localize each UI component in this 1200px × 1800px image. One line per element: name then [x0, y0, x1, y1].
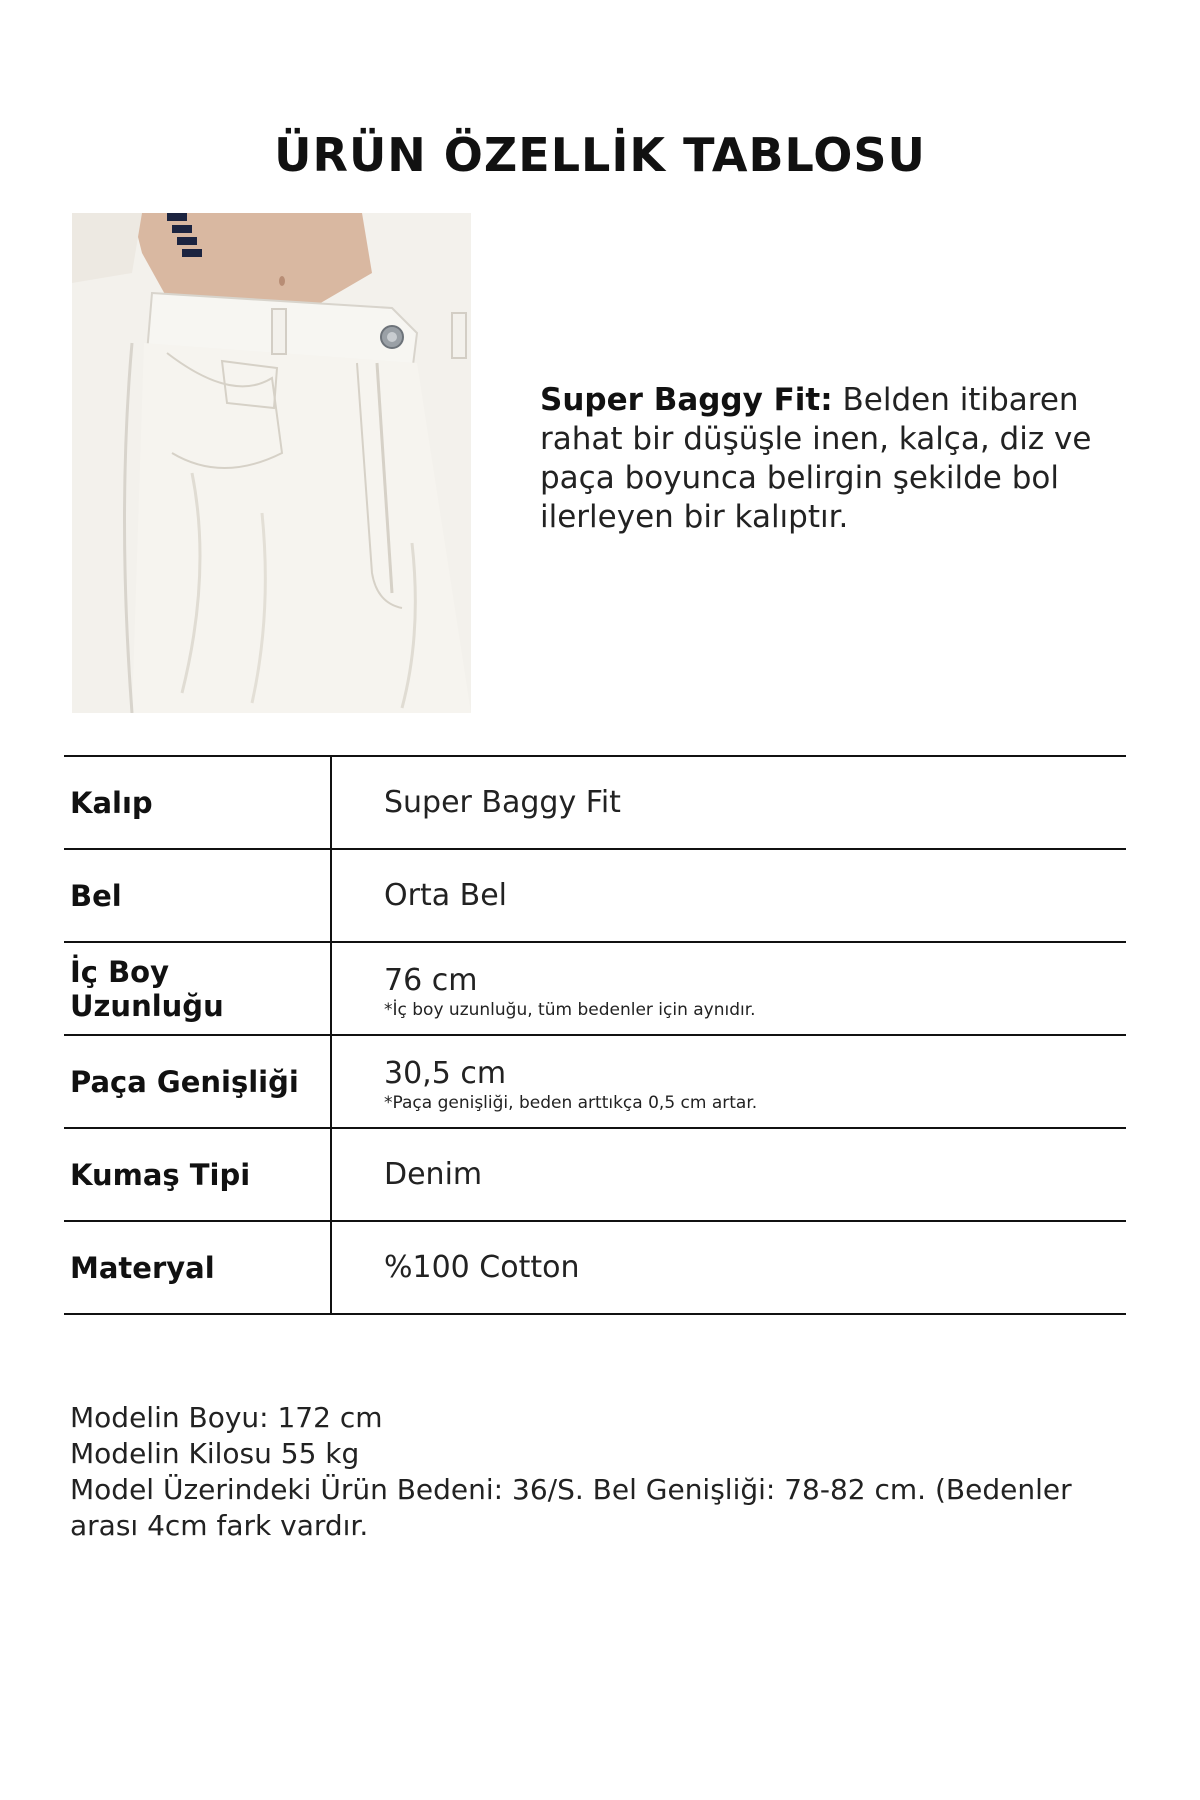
spec-value-cell: [332, 943, 1126, 1034]
spec-value: 76 cm: [384, 963, 478, 998]
spec-value-cell: [332, 850, 1126, 941]
white-jeans-image: [72, 213, 471, 713]
product-photo: [72, 213, 471, 713]
spec-row-kumas: [64, 1129, 1126, 1222]
model-weight: Modelin Kilosu 55 kg: [70, 1437, 360, 1470]
model-size: Model Üzerindeki Ürün Bedeni: 36/S. Bel Genişliği: 78-82 cm. (Bedenler arası 4cm fark vardır.: [70, 1473, 1072, 1542]
spec-value: Orta Bel: [384, 878, 508, 913]
spec-label: Materyal: [64, 1222, 332, 1313]
spec-label: Bel: [64, 850, 332, 941]
spec-row-bel: [64, 850, 1126, 943]
spec-row-paca: [64, 1036, 1126, 1129]
spec-value: %100 Cotton: [384, 1250, 580, 1285]
spec-label: Paça Genişliği: [64, 1036, 332, 1127]
page-title: ÜRÜN ÖZELLİK TABLOSU: [274, 128, 926, 182]
spec-value-cell: [332, 1036, 1126, 1127]
fit-description-text: Belden itibaren rahat bir düşüşle inen, kalça, diz ve paça boyunca belirgin şekilde bol ilerleyen bir kalıptır.: [540, 382, 1092, 535]
spec-row-ic-boy: [64, 943, 1126, 1036]
spec-value: Super Baggy Fit: [384, 785, 621, 820]
spec-value-cell: [332, 1129, 1126, 1220]
spec-note: *İç boy uzunluğu, tüm bedenler için aynıdır.: [384, 1000, 756, 1020]
spec-value: Denim: [384, 1157, 483, 1192]
spec-note: *Paça genişliği, beden arttıkça 0,5 cm artar.: [384, 1093, 758, 1113]
spec-label: Kalıp: [64, 757, 332, 848]
spec-row-materyal: [64, 1222, 1126, 1315]
spec-label: Kumaş Tipi: [64, 1129, 332, 1220]
spec-value: 30,5 cm: [384, 1056, 507, 1091]
model-info: [70, 1400, 1130, 1544]
spec-value-cell: [332, 1222, 1126, 1313]
fit-description: [540, 381, 1140, 537]
spec-label: İç Boy Uzunluğu: [64, 943, 332, 1034]
fit-description-lead: Super Baggy Fit:: [540, 382, 833, 418]
spec-row-kalip: [64, 757, 1126, 850]
model-height: Modelin Boyu: 172 cm: [70, 1401, 383, 1434]
spec-table: [64, 755, 1126, 1315]
spec-value-cell: [332, 757, 1126, 848]
